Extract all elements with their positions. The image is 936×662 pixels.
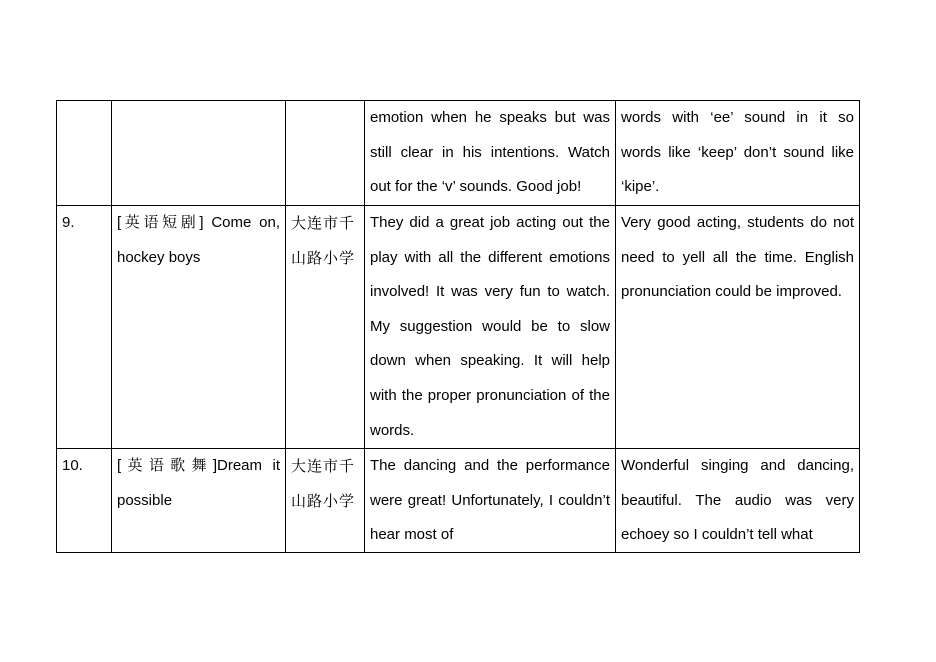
table-row — [57, 449, 860, 553]
row-number-cell — [57, 449, 112, 553]
table-row — [57, 101, 860, 206]
program-title-text: [英语歌舞]Dream it possible — [117, 457, 280, 509]
comment-1-text: The dancing and the performance were great! Unfortunately, I couldn’t hear most of — [370, 457, 610, 544]
school-text: 大连市千山路小学 — [291, 457, 356, 510]
comment-2-text: Wonderful singing and dancing, beautiful. The audio was very echoey so I couldn’t tell what — [621, 457, 854, 544]
school-cell — [286, 101, 365, 206]
program-title-cell: [英语短剧] Come on, hockey boys — [112, 206, 286, 449]
table-row — [57, 206, 860, 449]
row-number-cell: 9. — [57, 206, 112, 449]
comment-2-cell: Very good acting, students do not need to yell all the time. English pronunciation could be improved. — [616, 206, 860, 449]
comment-1-cell: emotion when he speaks but was still clear in his intentions. Watch out for the ‘v’ sounds. Good job! — [365, 101, 616, 206]
row-number-text: 10. — [62, 457, 83, 475]
evaluation-table — [56, 100, 860, 553]
comment-1-cell — [365, 449, 616, 553]
school-cell: 大连市千山路小学 — [286, 206, 365, 449]
program-title-cell — [112, 449, 286, 553]
comment-2-cell — [616, 449, 860, 553]
comment-2-cell: words with ‘ee’ sound in it so words like ‘keep’ don’t sound like ‘kipe’. — [616, 101, 860, 206]
comment-1-cell: They did a great job acting out the play with all the different emotions involved! It was very fun to watch. My suggestion would be to slow down when speaking. It will help with the proper pronunciation of the words. — [365, 206, 616, 449]
school-cell — [286, 449, 365, 553]
row-number-cell — [57, 101, 112, 206]
program-title-cell — [112, 101, 286, 206]
